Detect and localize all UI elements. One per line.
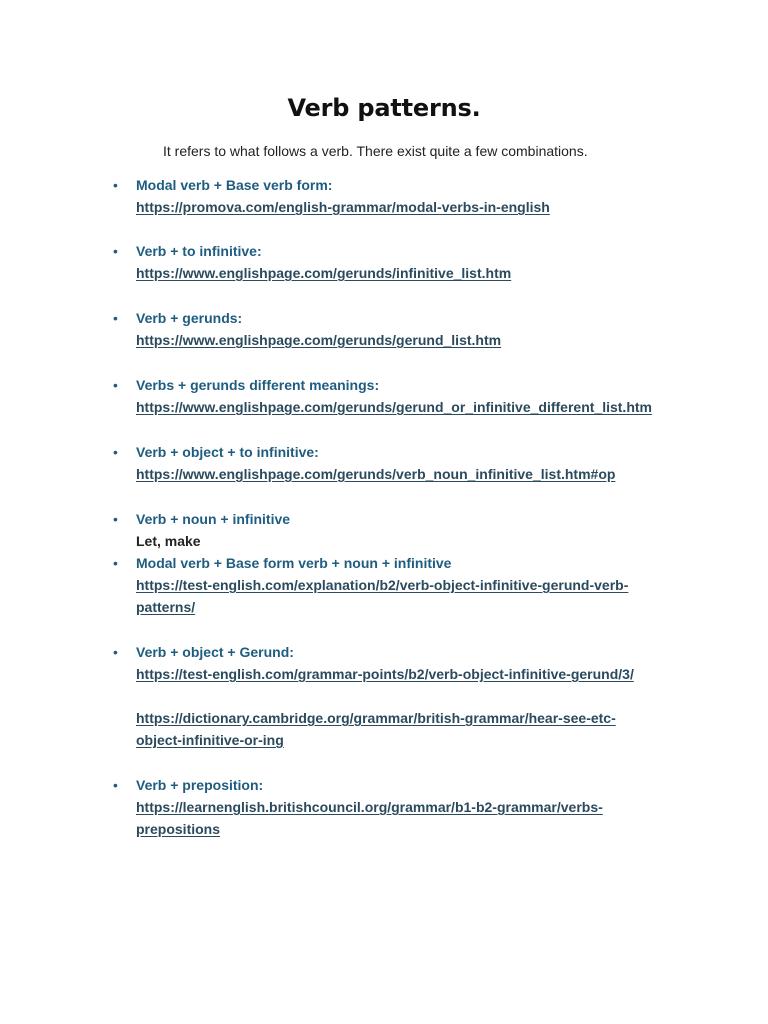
item-link[interactable]: https://promova.com/english-grammar/modal-verbs-in-english — [136, 199, 550, 215]
item-link[interactable]: https://learnenglish.britishcouncil.org/grammar/b1-b2-grammar/verbs- — [136, 799, 603, 815]
bullet-icon: • — [113, 555, 118, 571]
item-label: Verb + preposition: — [136, 777, 264, 793]
item-label: Verb + to infinitive: — [136, 243, 262, 259]
item-link-second[interactable]: https://dictionary.cambridge.org/grammar/british-grammar/hear-see-etc- — [136, 710, 616, 726]
item-label: Modal verb + Base verb form: — [136, 177, 333, 193]
bullet-icon: • — [113, 377, 118, 393]
item-link[interactable]: https://test-english.com/grammar-points/b2/verb-object-infinitive-gerund/3/ — [136, 666, 634, 682]
bullet-icon: • — [113, 243, 118, 259]
bullet-icon: • — [113, 310, 118, 326]
page-title: Verb patterns. — [287, 94, 481, 122]
bullet-icon: • — [113, 644, 118, 660]
item-label: Verb + object + to infinitive: — [136, 444, 319, 460]
bullet-icon: • — [113, 444, 118, 460]
item-link[interactable]: https://www.englishpage.com/gerunds/verb_noun_infinitive_list.htm#op — [136, 466, 616, 482]
item-link[interactable]: https://www.englishpage.com/gerunds/infinitive_list.htm — [136, 265, 512, 281]
item-label: Verb + gerunds: — [136, 310, 243, 326]
item-label: Modal verb + Base form verb + noun + infinitive — [136, 555, 452, 571]
item-label: Verbs + gerunds different meanings: — [136, 377, 380, 393]
item-link-continued[interactable]: prepositions — [136, 821, 221, 837]
item-link-second-continued[interactable]: object-infinitive-or-ing — [136, 732, 284, 748]
item-link[interactable]: https://test-english.com/explanation/b2/verb-object-infinitive-gerund-verb- — [136, 577, 629, 593]
item-label: Verb + object + Gerund: — [136, 644, 294, 660]
item-label: Verb + noun + infinitive — [136, 511, 291, 527]
item-link[interactable]: https://www.englishpage.com/gerunds/gerund_list.htm — [136, 332, 502, 348]
item-note: Let, make — [136, 533, 201, 549]
bullet-icon: • — [113, 177, 118, 193]
spacer — [136, 685, 696, 707]
intro-text: It refers to what follows a verb. There exist quite a few combinations. — [163, 143, 588, 159]
item-link[interactable]: https://www.englishpage.com/gerunds/gerund_or_infinitive_different_list.htm — [136, 399, 652, 415]
bullet-icon: • — [113, 511, 118, 527]
bullet-icon: • — [113, 777, 118, 793]
item-link-continued[interactable]: patterns/ — [136, 599, 196, 615]
